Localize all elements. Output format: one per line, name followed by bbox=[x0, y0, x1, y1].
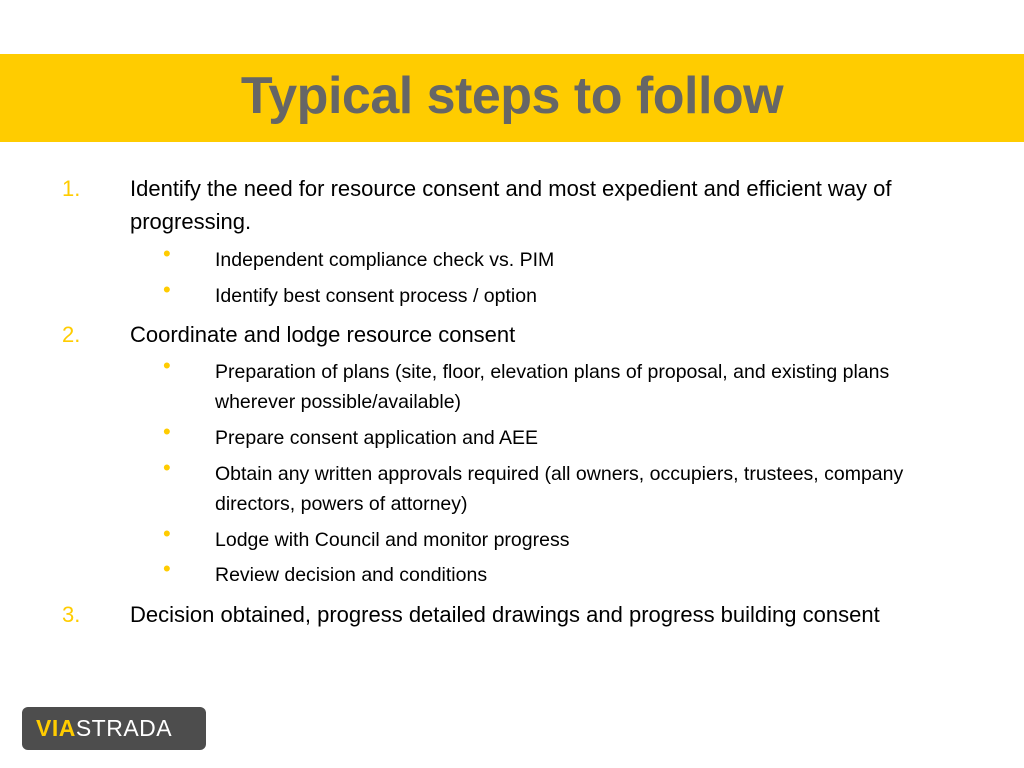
step-text: Decision obtained, progress detailed drawings and progress building consent bbox=[130, 602, 880, 627]
bullet-text: Prepare consent application and AEE bbox=[215, 427, 539, 449]
bullet-icon: • bbox=[163, 241, 171, 266]
bullet-text: Lodge with Council and monitor progress bbox=[215, 529, 570, 551]
bullet-text: Independent compliance check vs. PIM bbox=[215, 249, 555, 271]
bullet-icon: • bbox=[163, 353, 171, 378]
bullet-text: Review decision and conditions bbox=[215, 564, 488, 586]
bullet-icon: • bbox=[163, 277, 171, 302]
logo-strada: STRADA bbox=[75, 715, 173, 741]
bullet-text: Obtain any written approvals required (all owners, occupiers, trustees, company directors, powers of attorney) bbox=[215, 463, 904, 515]
bullet-icon: • bbox=[163, 556, 171, 581]
viastrada-logo bbox=[22, 707, 206, 750]
step-text: Identify the need for resource consent and most expedient and efficient way of progressing. bbox=[130, 176, 892, 234]
logo-via: VIA bbox=[36, 715, 76, 741]
bullet-text: Identify best consent process / option bbox=[215, 285, 537, 307]
bullet-text: Preparation of plans (site, floor, elevation plans of proposal, and existing plans wherever possible/available) bbox=[215, 361, 890, 413]
bullet-icon: • bbox=[163, 521, 171, 546]
bullet-icon: • bbox=[163, 455, 171, 480]
bullet-icon: • bbox=[163, 419, 171, 444]
step-number: 3. bbox=[62, 602, 81, 627]
slide-title: Typical steps to follow bbox=[240, 67, 784, 125]
step-number: 2. bbox=[62, 322, 81, 347]
step-text: Coordinate and lodge resource consent bbox=[130, 322, 516, 347]
step-number: 1. bbox=[62, 176, 81, 201]
